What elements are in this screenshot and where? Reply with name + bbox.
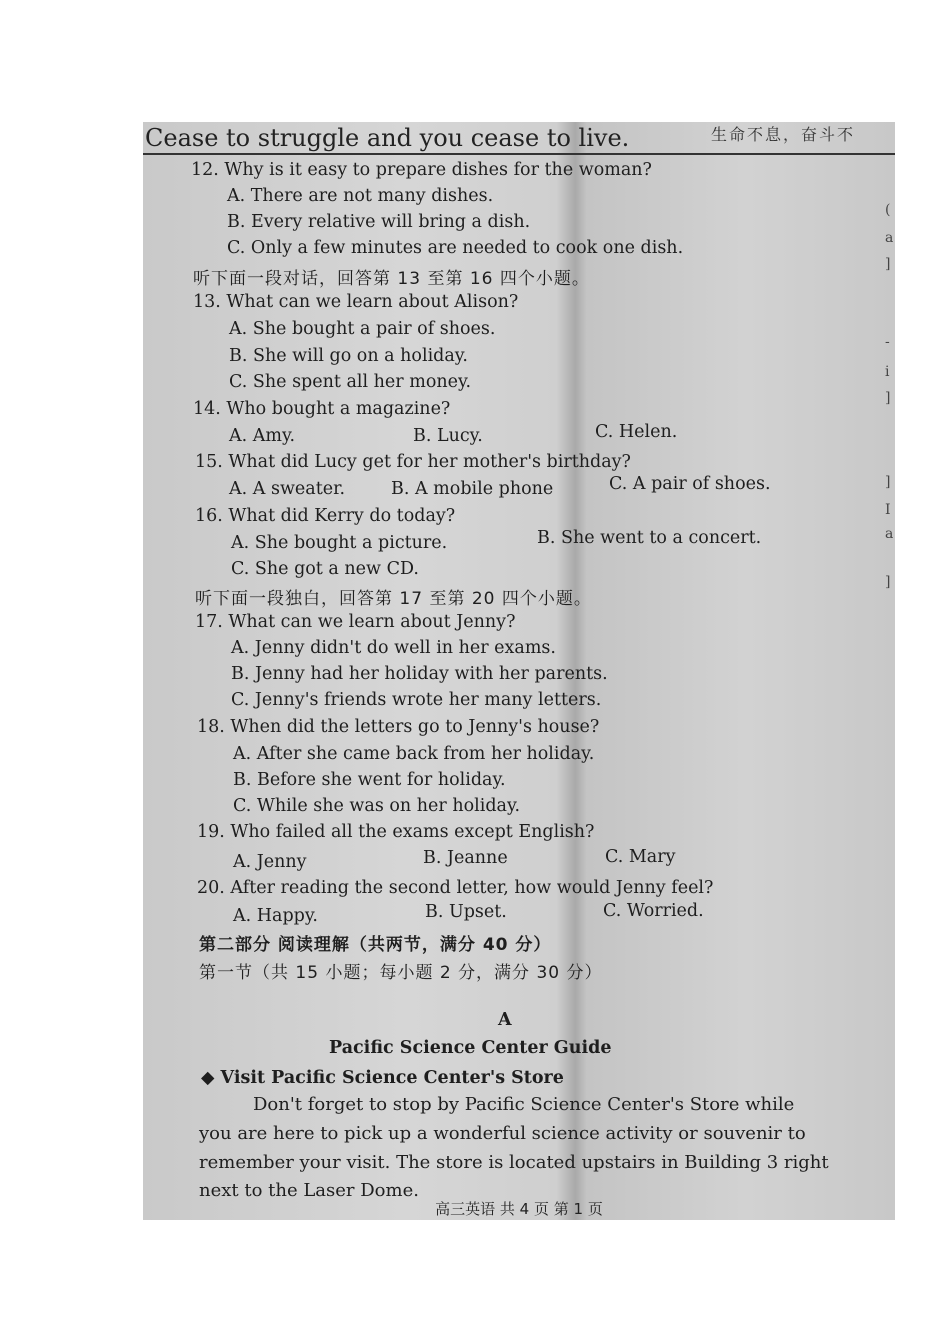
option: C. Only a few minutes are needed to cook one dish. bbox=[227, 238, 684, 258]
passage-title: Pacific Science Center Guide bbox=[329, 1038, 612, 1058]
option: B. Jeanne bbox=[423, 848, 508, 868]
option: A. There are not many dishes. bbox=[227, 186, 494, 206]
edge-mark: ( bbox=[885, 202, 891, 218]
motto-chinese: 生命不息，奋斗不 bbox=[711, 125, 856, 144]
edge-mark: - bbox=[885, 334, 890, 350]
edge-mark: a bbox=[885, 230, 894, 246]
part-title: 第二部分 阅读理解（共两节，满分 40 分） bbox=[199, 935, 552, 955]
option: A. Amy. bbox=[229, 426, 296, 446]
option: A. After she came back from her holiday. bbox=[233, 744, 595, 764]
option: C. She got a new CD. bbox=[231, 559, 419, 579]
question-20: 20. After reading the second letter, how would Jenny feel? bbox=[197, 878, 714, 898]
page-header bbox=[143, 122, 895, 156]
edge-mark: ] bbox=[885, 574, 891, 590]
option: A. Happy. bbox=[233, 906, 318, 926]
question-13: 13. What can we learn about Alison? bbox=[193, 292, 519, 312]
header-rule bbox=[143, 153, 895, 155]
option: B. She went to a concert. bbox=[537, 528, 762, 548]
option: C. A pair of shoes. bbox=[609, 474, 771, 494]
option: C. Worried. bbox=[603, 901, 704, 921]
exam-page bbox=[143, 122, 895, 1220]
option: B. Jenny had her holiday with her parents. bbox=[231, 664, 608, 684]
paragraph-line: Don't forget to stop by Pacific Science Center's Store while bbox=[253, 1094, 795, 1115]
question-14: 14. Who bought a magazine? bbox=[193, 399, 451, 419]
option: C. Mary bbox=[605, 847, 676, 867]
question-17: 17. What can we learn about Jenny? bbox=[195, 612, 516, 632]
option: C. Helen. bbox=[595, 422, 678, 442]
edge-mark: I bbox=[885, 502, 891, 518]
passage-subhead: ◆ Visit Pacific Science Center's Store bbox=[201, 1068, 564, 1088]
edge-mark: ] bbox=[885, 256, 891, 272]
section-title: 第一节（共 15 小题；每小题 2 分，满分 30 分） bbox=[199, 963, 603, 983]
section-instruction: 听下面一段独白，回答第 17 至第 20 四个小题。 bbox=[195, 589, 592, 609]
option: A. A sweater. bbox=[229, 479, 346, 499]
option: A. Jenny didn't do well in her exams. bbox=[231, 638, 556, 658]
motto: Cease to struggle and you cease to live. bbox=[145, 124, 630, 152]
paragraph-line: you are here to pick up a wonderful science activity or souvenir to bbox=[199, 1123, 806, 1144]
option: B. She will go on a holiday. bbox=[229, 346, 468, 366]
option: B. Before she went for holiday. bbox=[233, 770, 506, 790]
paragraph-line: remember your visit. The store is located upstairs in Building 3 right bbox=[199, 1152, 829, 1173]
option: A. She bought a pair of shoes. bbox=[229, 319, 496, 339]
option: C. While she was on her holiday. bbox=[233, 796, 521, 816]
question-18: 18. When did the letters go to Jenny's house? bbox=[197, 717, 600, 737]
edge-mark: ] bbox=[885, 390, 891, 406]
option: C. She spent all her money. bbox=[229, 372, 472, 392]
option: B. Upset. bbox=[425, 902, 507, 922]
passage-letter: A bbox=[498, 1010, 512, 1030]
option: B. Lucy. bbox=[413, 426, 483, 446]
section-instruction: 听下面一段对话，回答第 13 至第 16 四个小题。 bbox=[193, 269, 590, 289]
edge-mark: i bbox=[885, 364, 890, 380]
edge-mark: ] bbox=[885, 474, 891, 490]
question-16: 16. What did Kerry do today? bbox=[195, 506, 456, 526]
option: A. She bought a picture. bbox=[231, 533, 448, 553]
option: C. Jenny's friends wrote her many letters. bbox=[231, 690, 602, 710]
edge-mark: a bbox=[885, 526, 894, 542]
option: B. A mobile phone bbox=[391, 479, 554, 499]
question-15: 15. What did Lucy get for her mother's birthday? bbox=[195, 452, 631, 472]
question-19: 19. Who failed all the exams except English? bbox=[197, 822, 595, 842]
question-12: 12. Why is it easy to prepare dishes for the woman? bbox=[191, 160, 652, 180]
paragraph-line: next to the Laser Dome. bbox=[199, 1180, 419, 1201]
option: B. Every relative will bring a dish. bbox=[227, 212, 531, 232]
page-footer: 高三英语 共 4 页 第 1 页 bbox=[435, 1200, 603, 1218]
option: A. Jenny bbox=[233, 852, 307, 872]
